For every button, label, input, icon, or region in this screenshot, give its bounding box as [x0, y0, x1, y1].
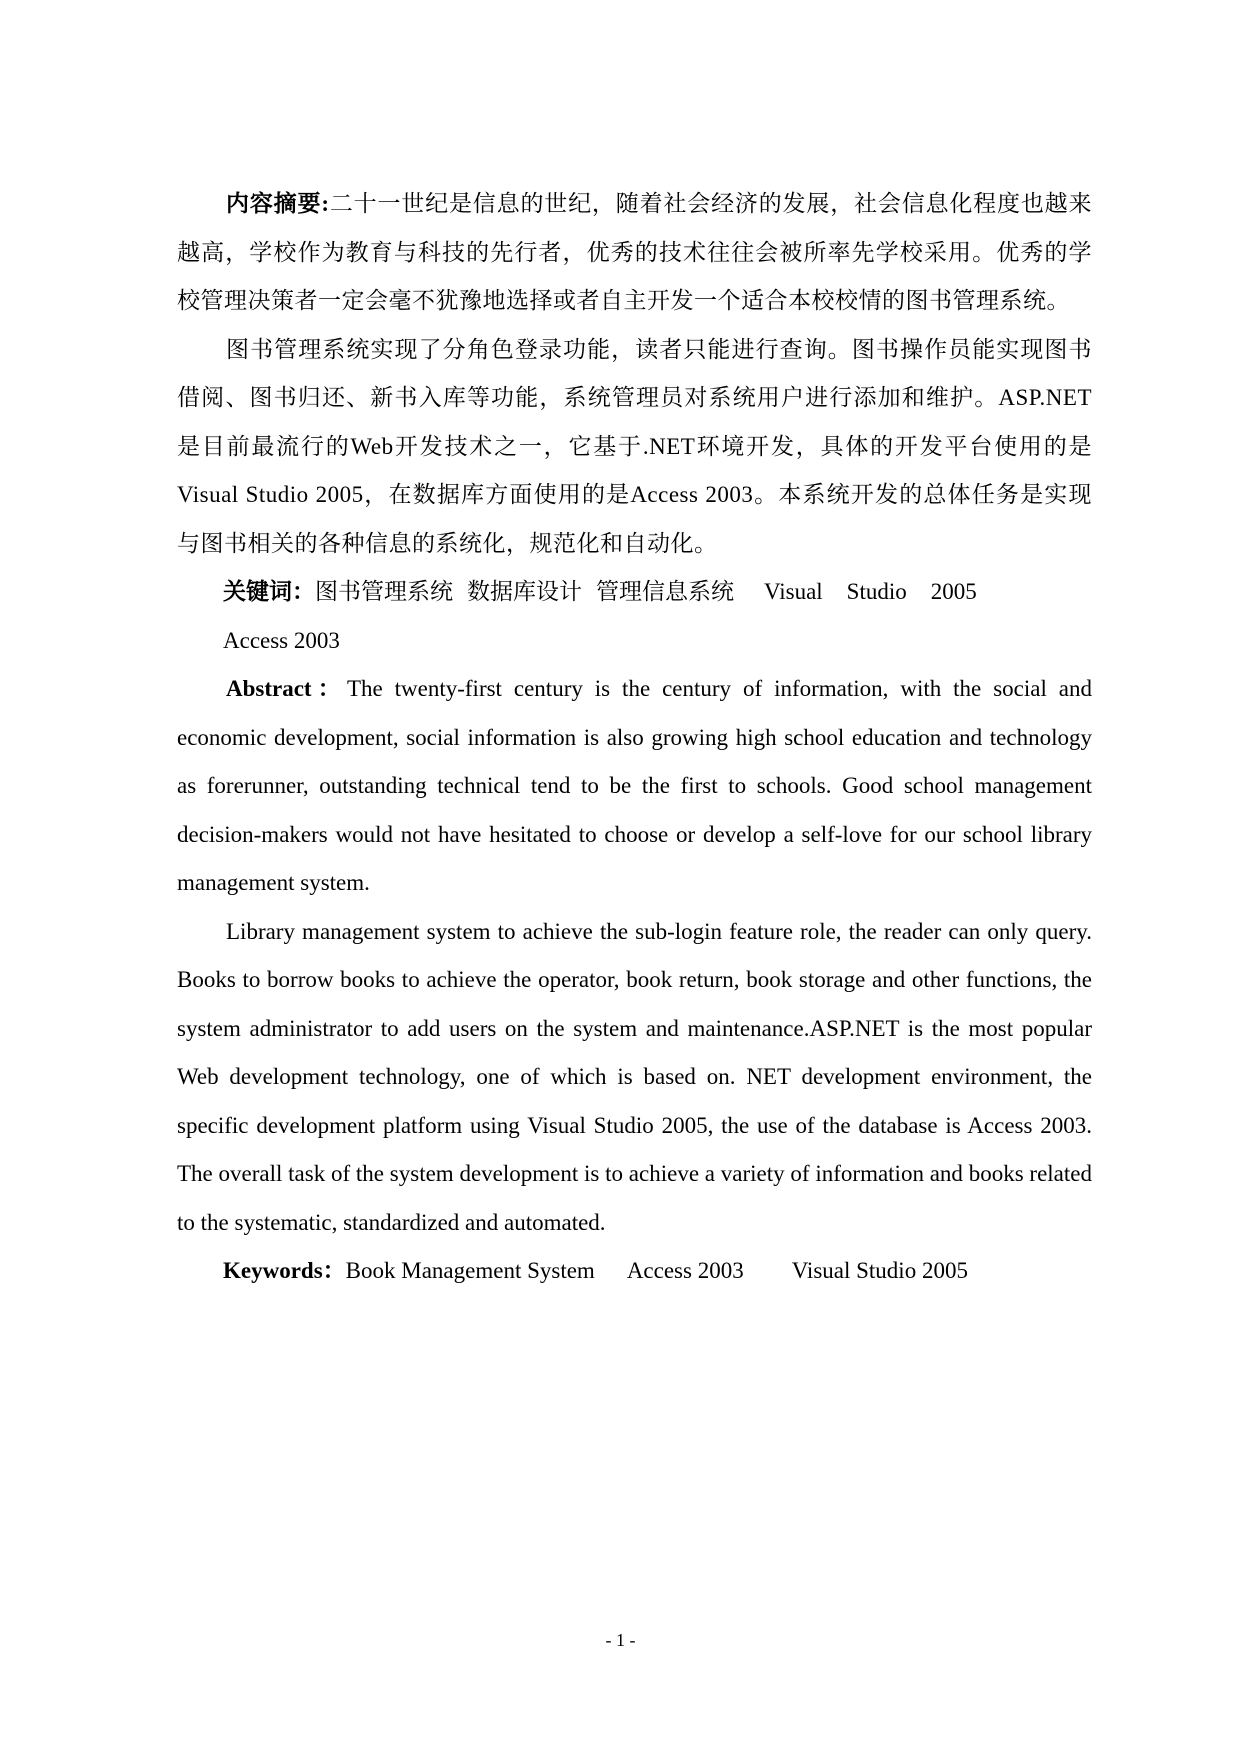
abstract-en-paragraph-1: [177, 665, 1092, 908]
keyword-cn-2: 数据库设计: [467, 579, 582, 604]
abstract-cn-text-1: 二十一世纪是信息的世纪，随着社会经济的发展，社会信息化程度也越来越高，学校作为教育与科技的先行者，优秀的技术往往会被所率先学校采用。优秀的学校管理决策者一定会毫不犹豫地选择或者自主开发一个适合本校校情的图书管理系统。: [177, 191, 1092, 313]
keyword-en-1: Book Management System: [345, 1258, 595, 1283]
abstract-cn-paragraph-1: [177, 180, 1092, 326]
keywords-cn-line: [177, 568, 1092, 617]
keywords-cn-line-2: [177, 617, 1092, 666]
keyword-cn-3: 管理信息系统: [596, 579, 734, 604]
keyword-en-3: Visual Studio 2005: [791, 1258, 968, 1283]
abstract-en-label: Abstract：: [226, 676, 347, 701]
abstract-cn-label: 内容摘要:: [226, 191, 330, 216]
keywords-en-label: Keywords：: [223, 1258, 346, 1283]
keyword-cn-1: 图书管理系统: [315, 579, 453, 604]
keyword-cn-5: Studio: [846, 579, 907, 604]
keyword-cn-4: Visual: [764, 579, 823, 604]
keywords-cn-label: 关键词：: [223, 579, 315, 604]
keywords-en-line: [177, 1247, 1092, 1296]
abstract-content: [177, 180, 1092, 1296]
keyword-cn-7: Access 2003: [223, 627, 340, 653]
abstract-en-text-1: The twenty-first century is the century of information, with the social and economic development, social information is also growing high school education and technology as forerunner, outstanding technical tend to be the first to schools. Good school management decision-makers would not have hesitated to choose or develop a self-love for our school library management system.: [177, 676, 1092, 895]
abstract-en-paragraph-2: Library management system to achieve the sub-login feature role, the reader can only query. Books to borrow books to achieve the operator, book return, book storage and other functions, the system administrator to add users on the system and maintenance.ASP.NET is the most popular Web development technology, one of which is based on. NET development environment, the specific development platform using Visual Studio 2005, the use of the database is Access 2003. The overall task of the system development is to achieve a variety of information and books related to the systematic, standardized and automated.: [177, 918, 1092, 1235]
keyword-cn-6: 2005: [930, 579, 977, 604]
abstract-cn-paragraph-2: 图书管理系统实现了分角色登录功能，读者只能进行查询。图书操作员能实现图书借阅、图书归还、新书入库等功能，系统管理员对系统用户进行添加和维护。ASP.NET是目前最流行的Web开发技术之一，它基于.NET环境开发，具体的开发平台使用的是Visual Studio 2005，在数据库方面使用的是Access 2003。本系统开发的总体任务是实现与图书相关的各种信息的系统化，规范化和自动化。: [177, 336, 1092, 556]
keyword-en-2: Access 2003: [626, 1258, 744, 1283]
page-number: - 1 -: [605, 1630, 636, 1650]
